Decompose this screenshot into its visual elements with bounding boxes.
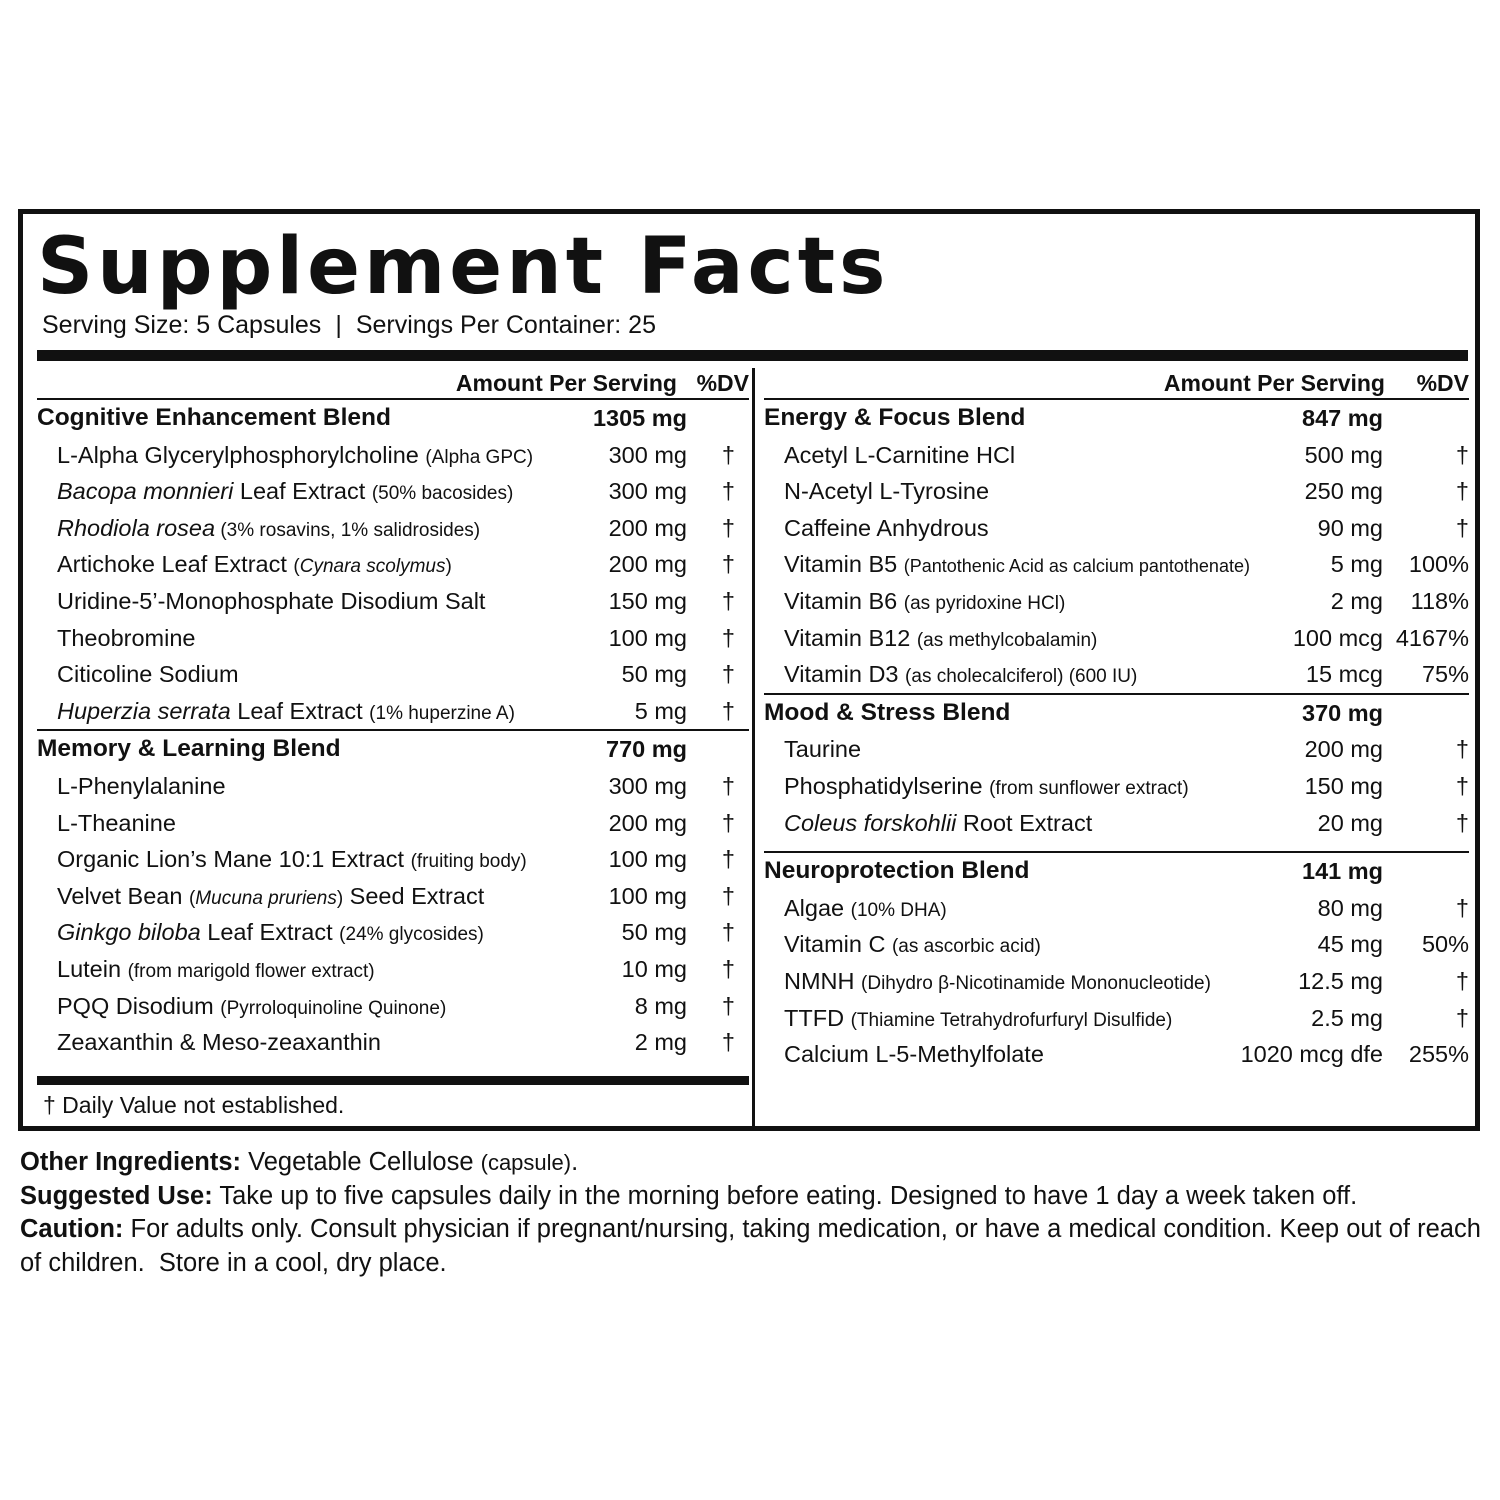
ingredient-dv: †	[1455, 1004, 1469, 1031]
servings-per-container: Servings Per Container: 25	[355, 311, 656, 339]
blend-amount: 370 mg	[1302, 699, 1383, 726]
ingredient-row	[764, 546, 1469, 583]
ingredient-name: PQQ Disodium	[57, 992, 221, 1019]
ingredient-note: (10% DHA)	[850, 899, 947, 921]
suggested-use-text: Take up to five capsules daily in the morning before eating. Designed to have 1 day a week taken off.	[212, 1181, 1358, 1210]
ingredient-dv: †	[1455, 514, 1469, 541]
footnote: † Daily Value not established.	[43, 1092, 345, 1118]
supplement-facts-panel	[18, 209, 1480, 1131]
ingredient-name-rest: Seed Extract	[343, 882, 485, 909]
ingredient-name: Lutein	[57, 955, 128, 982]
other-ingredients-note: (capsule)	[480, 1150, 572, 1175]
suggested-use	[20, 1180, 1482, 1214]
ingredient-row	[37, 841, 749, 878]
dv-header: %DV	[696, 370, 749, 396]
ingredient-amount: 150 mg	[608, 587, 687, 614]
ingredient-dv: †	[1455, 809, 1469, 836]
ingredient-dv: †	[1455, 441, 1469, 468]
ingredient-name: Vitamin D3	[784, 661, 906, 688]
ingredient-dv: †	[721, 809, 735, 836]
ingredient-row	[764, 890, 1469, 927]
ingredient-name-rest: Leaf Extract	[233, 478, 372, 505]
ingredient-row	[764, 768, 1469, 805]
caution	[20, 1213, 1488, 1280]
ingredient-row	[764, 1000, 1469, 1037]
caution-label: Caution:	[20, 1215, 124, 1243]
ingredient-name: Organic Lion’s Mane 10:1 Extract	[57, 846, 411, 873]
ingredient-amount: 200 mg	[608, 809, 687, 836]
ingredient-row	[37, 437, 749, 474]
ingredient-row	[37, 546, 749, 583]
ingredient-dv: †	[1455, 478, 1469, 505]
ingredient-name: Vitamin B12	[784, 624, 917, 651]
ingredient-amount: 5 mg	[1330, 551, 1383, 578]
ingredient-dv: 75%	[1421, 661, 1469, 688]
ingredient-name: NMNH	[784, 967, 862, 994]
ingredient-name-rest: Leaf Extract	[200, 919, 340, 946]
ingredient-row	[37, 988, 749, 1025]
ingredient-row	[764, 1036, 1469, 1073]
blend-row-memory	[37, 729, 749, 768]
ingredient-dv: †	[1455, 772, 1469, 799]
ingredient-note: (as cholecalciferol) (600 IU)	[905, 666, 1138, 688]
blend-amount: 1305 mg	[592, 405, 687, 431]
ingredient-amount: 1020 mcg dfe	[1240, 1041, 1383, 1068]
ingredient-name: Huperzia serrata	[57, 697, 231, 724]
ingredient-amount: 20 mg	[1317, 809, 1383, 836]
ingredient-amount: 2 mg	[1330, 587, 1383, 614]
paren-close: )	[445, 556, 452, 578]
ingredient-amount: 80 mg	[1317, 894, 1383, 921]
ingredient-amount: 100 mcg	[1292, 624, 1383, 651]
other-ingredients-text: Vegetable Cellulose	[241, 1148, 481, 1176]
ingredient-amount: 300 mg	[608, 441, 687, 468]
other-ingredients-label: Other Ingredients:	[20, 1148, 242, 1176]
ingredient-amount: 8 mg	[634, 992, 687, 1019]
ingredient-name: Uridine-5’-Monophosphate Disodium Salt	[57, 587, 486, 614]
ingredient-row	[37, 656, 749, 693]
paren-close: )	[336, 887, 344, 909]
ingredient-dv: †	[721, 478, 735, 505]
ingredient-dv: †	[721, 551, 735, 578]
right-column	[764, 364, 1469, 1073]
ingredient-dv: †	[721, 587, 735, 614]
ingredient-row	[37, 583, 749, 620]
ingredient-note: (24% glycosides)	[339, 924, 484, 946]
ingredient-name: N-Acetyl L-Tyrosine	[784, 478, 990, 505]
ingredient-note: Mucuna pruriens	[195, 887, 337, 909]
ingredient-dv: †	[721, 697, 735, 724]
thick-divider	[37, 350, 1468, 361]
ingredient-amount: 10 mg	[621, 955, 687, 982]
ingredient-dv: †	[721, 1029, 735, 1056]
ingredient-note: (as pyridoxine HCl)	[903, 592, 1066, 614]
ingredient-amount: 5 mg	[634, 697, 687, 724]
ingredient-note: (from marigold flower extract)	[127, 960, 375, 982]
ingredient-name: Algae	[784, 894, 851, 921]
bottom-thick-divider	[37, 1076, 749, 1085]
ingredient-note: (Pantothenic Acid as calcium pantothenate)	[903, 556, 1250, 577]
ingredient-row	[37, 620, 749, 657]
amount-header: Amount Per Serving	[455, 370, 677, 396]
ingredient-name: TTFD	[784, 1004, 851, 1031]
serving-info	[42, 310, 656, 340]
ingredient-note: (Dihydro β-Nicotinamide Mononucleotide)	[861, 972, 1211, 994]
ingredient-amount: 200 mg	[1304, 736, 1383, 763]
ingredient-amount: 50 mg	[621, 919, 687, 946]
ingredient-name: Ginkgo biloba	[57, 919, 201, 946]
ingredient-note: (3% rosavins, 1% salidrosides)	[215, 519, 481, 541]
ingredient-name: Vitamin B5	[784, 551, 904, 578]
caution-text: For adults only. Consult physician if pregnant/nursing, taking medication, or have a medical condition. Keep out of reach of children. Store in a cool, dry place.	[20, 1215, 1488, 1277]
ingredient-name: Citicoline Sodium	[57, 661, 239, 688]
panel-title: Supplement Facts	[37, 222, 890, 312]
label-notes	[20, 1146, 1488, 1280]
ingredient-dv: †	[721, 441, 735, 468]
ingredient-dv: †	[721, 882, 735, 909]
ingredient-name: Zeaxanthin & Meso-zeaxanthin	[57, 1029, 381, 1056]
other-ingredients	[20, 1146, 1482, 1180]
ingredient-note: (1% huperzine A)	[369, 702, 515, 724]
ingredient-amount: 2 mg	[634, 1029, 687, 1056]
ingredient-dv: 50%	[1421, 931, 1469, 958]
ingredient-name: Vitamin B6	[784, 587, 904, 614]
blend-row-neuroprotection	[764, 851, 1469, 890]
ingredient-row	[37, 1024, 749, 1061]
blend-row-mood	[764, 693, 1469, 732]
left-column	[37, 364, 749, 1061]
ingredient-name: Artichoke Leaf Extract	[57, 551, 294, 578]
ingredient-dv: 100%	[1408, 551, 1469, 578]
ingredient-row	[37, 768, 749, 805]
ingredient-row	[37, 914, 749, 951]
blend-amount: 141 mg	[1302, 858, 1383, 885]
ingredient-note: (50% bacosides)	[371, 483, 514, 505]
ingredient-dv: †	[721, 992, 735, 1019]
ingredient-name: Velvet Bean	[57, 882, 189, 909]
ingredient-row	[764, 926, 1469, 963]
blend-amount: 770 mg	[606, 736, 687, 763]
ingredient-row	[764, 620, 1469, 657]
other-ingredients-end: .	[571, 1148, 579, 1176]
ingredient-row	[764, 583, 1469, 620]
ingredient-amount: 100 mg	[608, 624, 687, 651]
ingredient-dv: 118%	[1410, 587, 1469, 614]
left-column-header	[37, 364, 749, 400]
blend-amount: 847 mg	[1302, 405, 1383, 431]
ingredient-dv: †	[721, 955, 735, 982]
ingredient-amount: 100 mg	[608, 882, 687, 909]
ingredient-dv: †	[1455, 967, 1469, 994]
blend-row-cognitive	[37, 400, 749, 437]
ingredient-name: Coleus forskohlii	[784, 809, 957, 836]
ingredient-note: (Alpha GPC)	[425, 446, 534, 468]
ingredient-amount: 150 mg	[1304, 772, 1383, 799]
ingredient-name: Caffeine Anhydrous	[784, 514, 989, 541]
ingredient-row	[764, 731, 1469, 768]
ingredient-amount: 12.5 mg	[1298, 967, 1383, 994]
ingredient-note: (Thiamine Tetrahydrofurfuryl Disulfide)	[850, 1009, 1173, 1031]
suggested-use-label: Suggested Use:	[20, 1181, 213, 1210]
blend-name: Cognitive Enhancement Blend	[37, 404, 391, 431]
dv-header: %DV	[1416, 370, 1469, 396]
ingredient-name-rest: Leaf Extract	[230, 697, 370, 724]
ingredient-name: Vitamin C	[784, 931, 892, 958]
ingredient-amount: 15 mcg	[1305, 661, 1383, 688]
ingredient-name: Rhodiola rosea	[57, 514, 216, 541]
right-column-header	[764, 364, 1469, 400]
ingredient-note: Cynara scolymus	[299, 556, 446, 578]
ingredient-dv: †	[721, 846, 735, 873]
ingredient-amount: 2.5 mg	[1311, 1004, 1383, 1031]
ingredient-note: (as ascorbic acid)	[891, 936, 1041, 958]
ingredient-dv: †	[721, 919, 735, 946]
ingredient-name: L-Theanine	[57, 809, 176, 836]
column-divider	[752, 368, 755, 1126]
ingredient-dv: †	[721, 624, 735, 651]
ingredient-row	[37, 951, 749, 988]
ingredient-dv: 255%	[1408, 1041, 1469, 1068]
blend-name: Neuroprotection Blend	[764, 857, 1030, 885]
ingredient-row	[764, 473, 1469, 510]
ingredient-dv: †	[721, 772, 735, 799]
serving-size: Serving Size: 5 Capsules	[42, 311, 322, 339]
ingredient-name: Acetyl L-Carnitine HCl	[784, 441, 1016, 468]
ingredient-row	[764, 510, 1469, 547]
ingredient-name: Calcium L-5-Methylfolate	[784, 1041, 1044, 1068]
ingredient-dv: †	[721, 514, 735, 541]
ingredient-name-rest: Root Extract	[956, 809, 1093, 836]
separator: |	[335, 311, 342, 339]
paren-open: (	[188, 887, 196, 909]
ingredient-row	[764, 805, 1469, 842]
ingredient-row	[37, 693, 749, 730]
ingredient-name: L-Alpha Glycerylphosphorylcholine	[57, 441, 426, 468]
ingredient-row	[764, 963, 1469, 1000]
ingredient-row	[764, 437, 1469, 474]
ingredient-note: (from sunflower extract)	[989, 777, 1189, 799]
ingredient-dv: †	[721, 661, 735, 688]
blend-name: Mood & Stress Blend	[764, 698, 1011, 726]
paren-open: (	[293, 556, 300, 578]
blend-name: Energy & Focus Blend	[764, 404, 1026, 431]
ingredient-name: Theobromine	[57, 624, 196, 651]
ingredient-name: L-Phenylalanine	[57, 772, 226, 799]
ingredient-dv: †	[1455, 894, 1469, 921]
ingredient-row	[37, 510, 749, 547]
ingredient-note: (as methylcobalamin)	[916, 629, 1098, 651]
blend-row-energy	[764, 400, 1469, 437]
ingredient-dv: †	[1455, 736, 1469, 763]
ingredient-amount: 200 mg	[608, 551, 687, 578]
ingredient-dv: 4167%	[1395, 624, 1469, 651]
ingredient-amount: 300 mg	[608, 772, 687, 799]
ingredient-amount: 50 mg	[621, 661, 687, 688]
ingredient-note: (fruiting body)	[410, 851, 527, 873]
ingredient-amount: 45 mg	[1317, 931, 1383, 958]
ingredient-amount: 100 mg	[608, 846, 687, 873]
ingredient-name: Bacopa monnieri	[57, 478, 234, 505]
ingredient-row	[764, 656, 1469, 693]
ingredient-name: Taurine	[784, 736, 862, 763]
ingredient-amount: 250 mg	[1304, 478, 1383, 505]
ingredient-row	[37, 805, 749, 842]
ingredient-amount: 500 mg	[1304, 441, 1383, 468]
amount-header: Amount Per Serving	[1163, 370, 1385, 396]
ingredient-row	[37, 878, 749, 915]
ingredient-amount: 90 mg	[1317, 514, 1383, 541]
ingredient-amount: 300 mg	[608, 478, 687, 505]
blend-name: Memory & Learning Blend	[37, 735, 341, 763]
ingredient-note: (Pyrroloquinoline Quinone)	[220, 997, 447, 1019]
ingredient-row	[37, 473, 749, 510]
ingredient-name: Phosphatidylserine	[784, 772, 990, 799]
ingredient-amount: 200 mg	[608, 514, 687, 541]
